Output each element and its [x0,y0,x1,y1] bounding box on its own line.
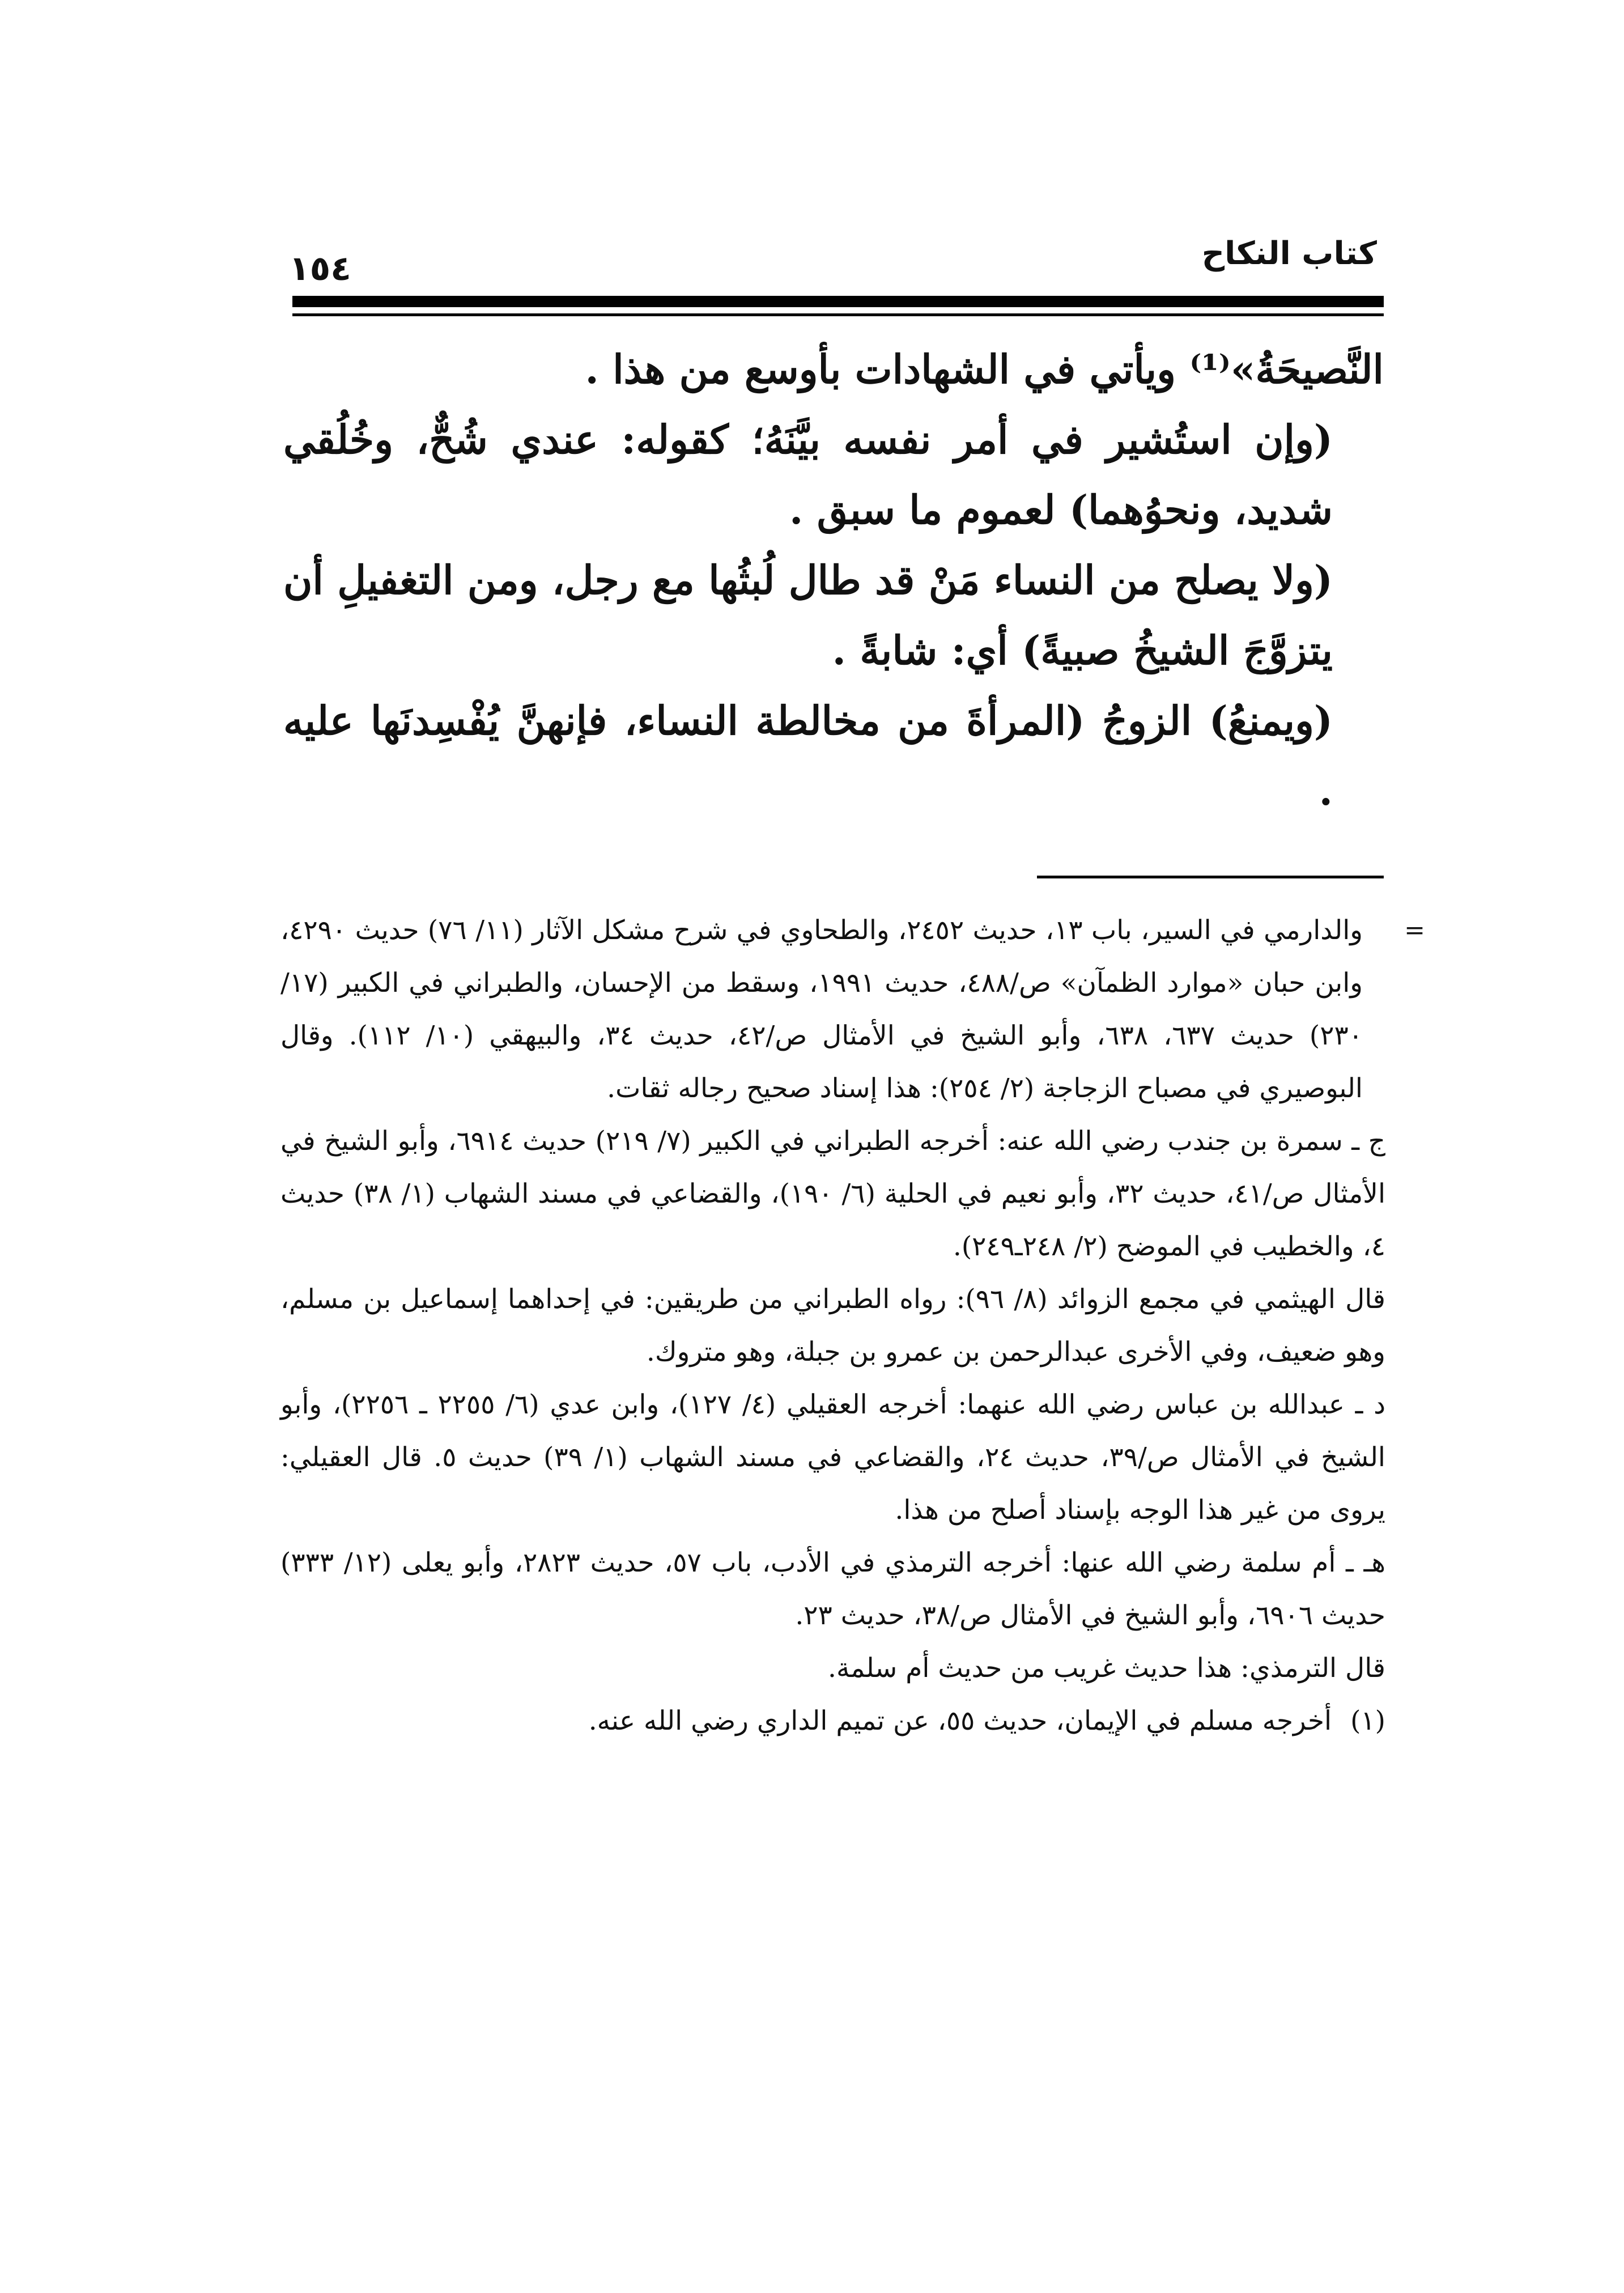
header-rule-thick [292,296,1384,307]
continuation-mark: = [1404,916,1425,945]
running-header [283,224,1377,292]
page-number: ١٥٤ [289,249,351,288]
chapter-title: كتاب النكاح [1201,235,1377,272]
main-text [283,334,1384,826]
main-paragraph: (وإن استُشير في أمر نفسه بيَّنَهُ؛ كقوله: عندي شُحٌّ، وخُلُقي شديد، ونحوُهما) لعموم ما سبق . [283,416,1333,533]
footnote-text: ج ـ سمرة بن جندب رضي الله عنه: أخرجه الطبراني في الكبير (٧/ ٢١٩) حديث ٦٩١٤، وأبو الشيخ في الأمثال ص/٤١، حديث ٣٢، وأبو نعيم في الحلية (٦/ ١٩٠)، والقضاعي في مسند الشهاب (١/ ٣٨) حديث ٤، والخطيب في الموضح (٢/ ٢٤٨ـ٢٤٩). [280,1126,1386,1262]
footnote-1 [280,1695,1385,1747]
footnote-continuation [280,904,1425,1115]
footnote-text: قال الترمذي: هذا حديث غريب من حديث أم سلمة. [828,1653,1385,1684]
footnote-text: د ـ عبدالله بن عباس رضي الله عنهما: أخرجه العقيلي (٤/ ١٢٧)، وابن عدي (٦/ ٢٢٥٥ ـ ٢٢٥٦)، وأبو الشيخ في الأمثال ص/٣٩، حديث ٢٤، والقضاعي في مسند الشهاب (١/ ٣٩) حديث ٥. قال العقيلي: يروى من غير هذا الوجه بإسناد أصلح من هذا. [280,1389,1386,1526]
footnote-text: أخرجه مسلم في الإيمان، حديث ٥٥، عن تميم الداري رضي الله عنه. [588,1705,1332,1736]
main-paragraph: النَّصيحَةُ»⁽¹⁾ ويأتي في الشهادات بأوسع من هذا . [585,346,1384,393]
footnotes [280,904,1425,1747]
footnote-number: (١) [1350,1705,1385,1736]
footnote-text: والدارمي في السير، باب ١٣، حديث ٢٤٥٢، والطحاوي في شرح مشكل الآثار (١١/ ٧٦) حديث ٤٢٩٠، وابن حبان «موارد الظمآن» ص/٤٨٨، حديث ١٩٩١، وسقط من الإحسان، والطبراني في الكبير (١٧/ ٢٣٠) حديث ٦٣٧، ٦٣٨، وأبو الشيخ في الأمثال ص/٤٢، حديث ٣٤، والبيهقي (١٠/ ١١٢). وقال البوصيري في مصباح الزجاجة (٢/ ٢٥٤): هذا إسناد صحيح رجاله ثقات. [280,915,1363,1104]
main-paragraph: (ولا يصلح من النساء مَنْ قد طال لُبثُها مع رجل، ومن التغفيلِ أن يتزوَّجَ الشيخُ صبيةً) أي: شابةً . [283,557,1333,674]
footnote-text: قال الهيثمي في مجمع الزوائد (٨/ ٩٦): رواه الطبراني من طريقين: في إحداهما إسماعيل بن مسلم، وهو ضعيف، وفي الأخرى عبدالرحمن بن عمرو بن جبلة، وهو متروك. [280,1284,1386,1368]
header-rule-thin [292,313,1384,316]
main-paragraph: (ويمنعُ) الزوجُ (المرأةَ من مخالطة النساء، فإنهنَّ يُفْسِدنَها عليه . [283,697,1333,814]
footnote-text: هـ ـ أم سلمة رضي الله عنها: أخرجه الترمذي في الأدب، باب ٥٧، حديث ٢٨٢٣، وأبو يعلى (١٢/ ٣٣٣) حديث ٦٩٠٦، وأبو الشيخ في الأمثال ص/٣٨، حديث ٢٣. [280,1547,1386,1631]
footnote-separator [1037,876,1384,878]
